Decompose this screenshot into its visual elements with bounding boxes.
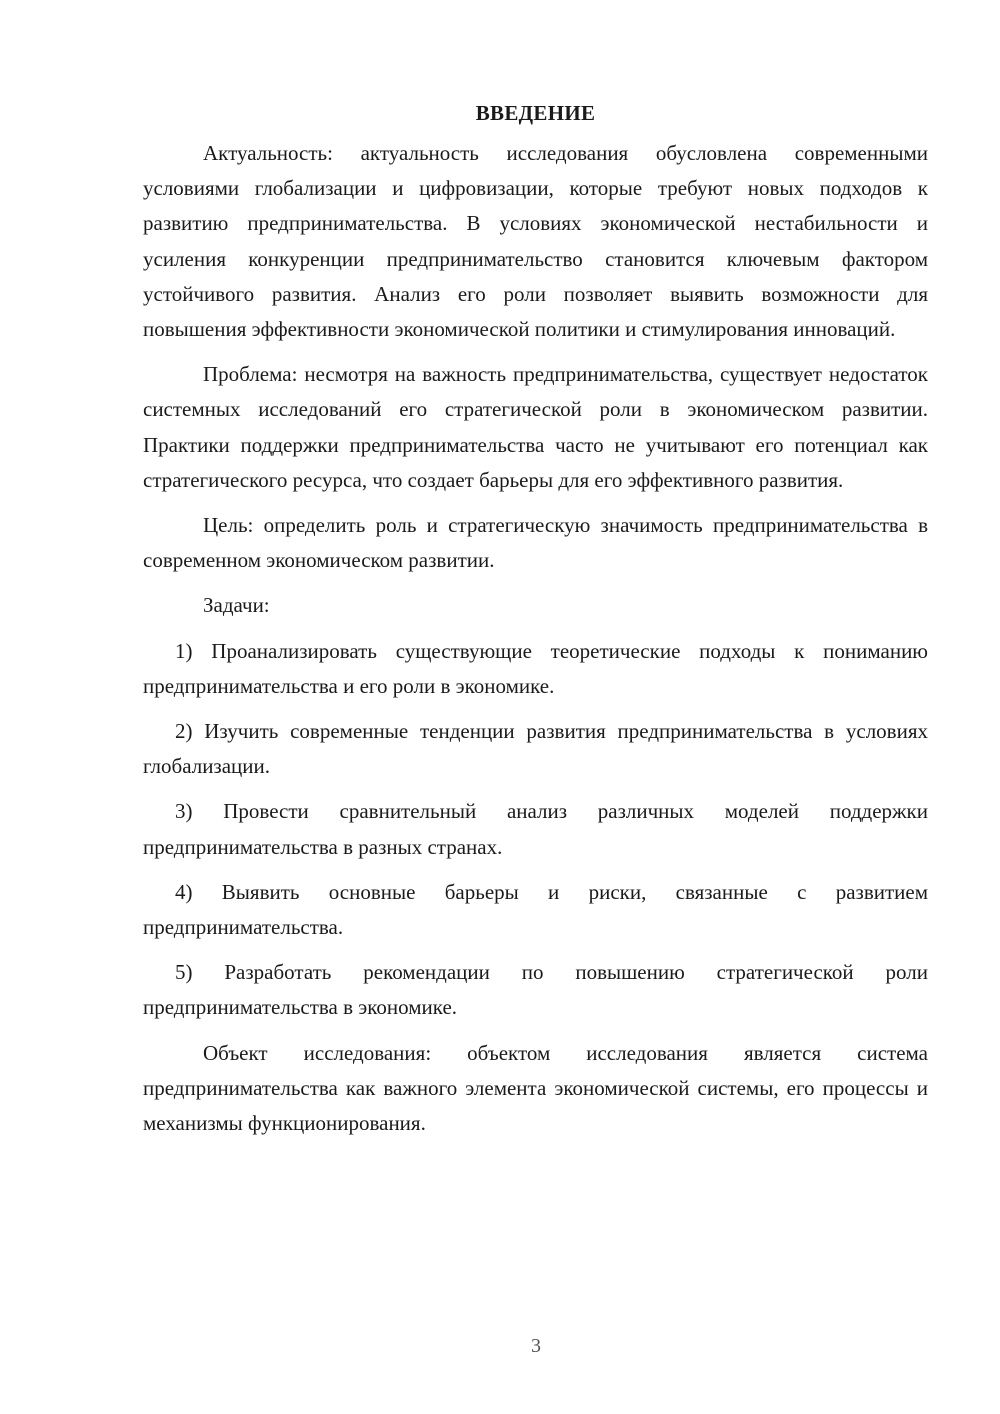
task-item-1: 1) Проанализировать существующие теоретические подходы к пониманию предпринимательства и его роли в экономике. bbox=[143, 638, 928, 698]
problem-paragraph: Проблема: несмотря на важность предпринимательства, существует недостаток системных исследований его стратегической роли в экономическом развитии. Практики поддержки предпринимательства часто не учитывают его потенциал как стратегического ресурса, что создает барьеры для его эффективного развития. bbox=[143, 362, 928, 492]
section-heading: ВВЕДЕНИЕ bbox=[475, 101, 596, 125]
relevance-paragraph: Актуальность: актуальность исследования обусловлена современными условиями глобализации и цифровизации, которые требуют новых подходов к развитию предпринимательства. В условиях экономической нестабильности и усиления конкуренции предпринимательство становится ключевым фактором устойчивого развития. Анализ его роли позволяет выявить возможности для повышения эффективности экономической политики и стимулирования инноваций. bbox=[143, 141, 928, 342]
tasks-label: Задачи: bbox=[203, 593, 270, 618]
task-item-2: 2) Изучить современные тенденции развития предпринимательства в условиях глобализации. bbox=[143, 719, 928, 779]
task-item-4: 4) Выявить основные барьеры и риски, связанные с развитием предпринимательства. bbox=[143, 879, 928, 940]
object-paragraph: Объект исследования: объектом исследования является система предпринимательства как важного элемента экономической системы, его процессы и механизмы функционирования. bbox=[143, 1040, 928, 1136]
page-content bbox=[143, 96, 928, 1151]
task-item-3: 3) Провести сравнительный анализ различных моделей поддержки предпринимательства в разных странах. bbox=[143, 799, 928, 859]
task-item-5: 5) Разработать рекомендации по повышению стратегической роли предпринимательства в экономике. bbox=[143, 960, 928, 1020]
goal-paragraph: Цель: определить роль и стратегическую значимость предпринимательства в современном экономическом развитии. bbox=[143, 513, 928, 573]
page-number: 3 bbox=[531, 1335, 541, 1357]
